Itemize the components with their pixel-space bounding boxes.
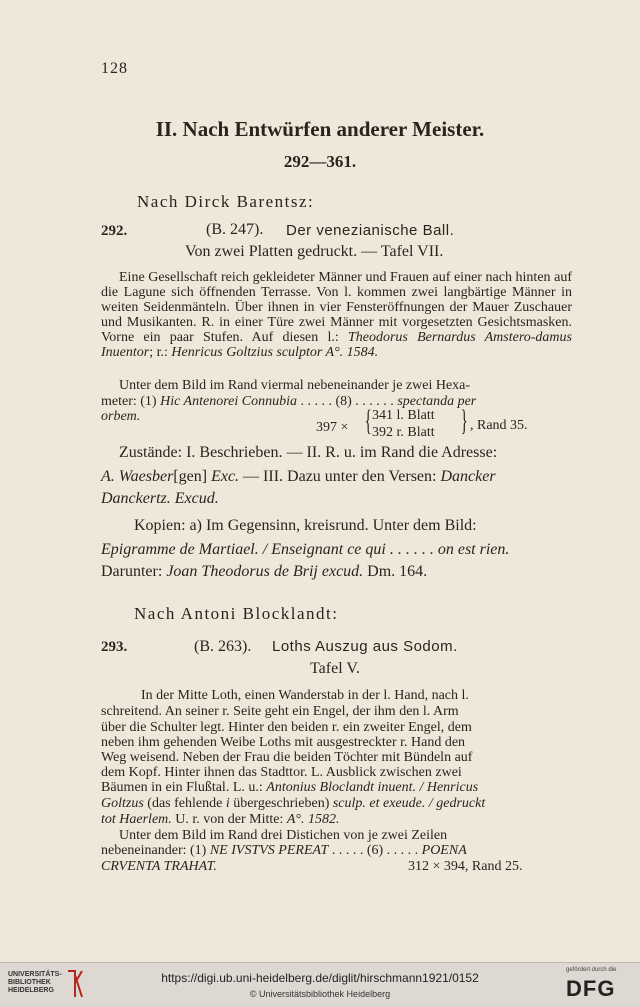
section-heading-barentsz: Nach Dirck Barentsz:	[137, 192, 315, 211]
verse-293-line	[101, 843, 467, 859]
desc-293-line-8	[101, 796, 485, 812]
copies-inscription: Epigramme de Martiael. / Enseignant ce qui . . . . . . on est rien.	[101, 541, 510, 558]
states-exc: Exc.	[211, 468, 240, 485]
states-name-a: A. Waesber	[101, 468, 174, 485]
entry-subtitle: Von zwei Platten gedruckt. — Tafel VII.	[185, 243, 444, 260]
desc-293-note-c: U. r. von der Mitte:	[175, 812, 284, 827]
states-name-c: Dancker	[440, 468, 496, 485]
desc-293-date: A°. 1582.	[286, 812, 340, 827]
desc-293-inscription-a: Antonius Bloclandt inuent. / Henricus	[266, 780, 479, 795]
states-bracket: [gen]	[173, 468, 208, 485]
section-heading-blocklandt: Nach Antoni Blocklandt:	[134, 604, 339, 623]
verse-intro-line: Unter dem Bild im Rand viermal nebeneinander je zwei Hexa-	[119, 378, 471, 393]
desc-293-goltzus: Goltzus	[101, 796, 144, 811]
entry-reference-293: (B. 263).	[194, 638, 252, 655]
left-brace: {	[364, 404, 372, 437]
library-logo-line-3: HEIDELBERG	[8, 987, 54, 994]
verse-293-quote-1: NE IVSTVS PEREAT	[209, 843, 329, 858]
verse-quote-1: Hic Antenorei Connubia	[160, 394, 297, 409]
desc-293-haerlem: tot Haerlem.	[101, 812, 172, 827]
copies-line-3	[101, 563, 427, 581]
description-text: Eine Gesellschaft reich gekleideter Männer und Frauen auf einer nach hinten auf die Lagune sich öffnenden Terrasse. Von l. kommen zwei langbärtige Männer in weiten Seidenmänteln. Über ihnen in vier Fensteröffnungen der Mauer Zuschauer und Musikanten. R. in einer Türe zwei Männer mit vorgesetzten Gesichtsmasken. Vorne ein paar Stufen. Auf diesen l.:	[101, 270, 572, 346]
right-brace: }	[460, 404, 468, 437]
dfg-logo: DFG	[566, 976, 616, 1001]
permalink-url[interactable]: https://digi.ub.uni-heidelberg.de/diglit/hirschmann1921/0152	[161, 971, 479, 985]
desc-293-line-5: Weg weisend. Neben der Frau die beiden Töchter mit Bündeln auf	[101, 750, 473, 765]
entry-subtitle-293: Tafel V.	[310, 660, 360, 677]
verse-ellipsis: . . . . . (8) . . . . . .	[300, 394, 394, 409]
copies-line-1: Kopien: a) Im Gegensinn, kreisrund. Unter dem Bild:	[134, 517, 477, 534]
desc-293-line-3: über die Schulter legt. Hinter den beiden r. ein zweiter Engel, dem	[101, 720, 472, 735]
inscription-label: ; r.:	[149, 345, 168, 361]
desc-293-line-6: dem Kopf. Hinter ihnen das Stadttor. L. Ausblick zwischen zwei	[101, 765, 462, 780]
states-line-3	[101, 490, 219, 508]
verse-293-start: nebeneinander: (1)	[101, 843, 207, 858]
states-excud: Danckertz. Excud.	[101, 490, 219, 507]
copies-label: Darunter:	[101, 563, 163, 580]
size-sheet-a: 341 l. Blatt	[372, 408, 435, 423]
verse-293-quote-3: CRVENTA TRAHAT.	[101, 859, 217, 874]
entry-title-293: Loths Auszug aus Sodom.	[272, 638, 458, 655]
desc-293-inscription-b: sculp. et exeude. / gedruckt	[332, 796, 486, 811]
page-number: 128	[101, 60, 128, 77]
entry-number: 292.	[101, 223, 128, 239]
states-rest: — III. Dazu unter den Versen:	[243, 468, 437, 485]
entry-reference: (B. 247).	[206, 221, 264, 238]
inscription-right: Henricus Goltzius sculptor A°. 1584.	[171, 345, 379, 361]
desc-293-line-9	[101, 812, 340, 828]
copies-size: Dm. 164.	[367, 563, 428, 580]
verse-293-quote-2: POENA	[421, 843, 467, 858]
desc-293-line-1: In der Mitte Loth, einen Wanderstab in der l. Hand, nach l.	[141, 688, 469, 703]
verse-293-ellipsis: . . . . . (6) . . . . .	[331, 843, 419, 858]
copies-line-2	[101, 541, 509, 559]
desc-293-letter-i: i	[225, 796, 230, 811]
verse-end	[101, 409, 140, 425]
desc-293-line-2: schreitend. An seiner r. Seite geht ein Engel, der ihm den l. Arm	[101, 704, 459, 719]
viewer-footer	[0, 962, 640, 1007]
inscription-left: Theodorus Bernardus Amstero-damus Inuentor	[101, 330, 572, 361]
verse-start: meter: (1)	[101, 394, 157, 409]
verse-293-intro: Unter dem Bild im Rand drei Distichen von je zwei Zeilen	[119, 828, 448, 843]
states-line-1: Zustände: I. Beschrieben. — II. R. u. im Rand die Adresse:	[119, 444, 498, 461]
desc-293-line-7-text: Bäumen in ein Flußtal. L. u.:	[101, 780, 263, 795]
desc-293-line-4: neben ihm gehenden Weibe Loths mit ausgestreckter r. Hand den	[101, 735, 466, 750]
catalog-range: 292—361.	[283, 152, 357, 171]
chapter-title: II. Nach Entwürfen anderer Meister.	[155, 117, 485, 141]
library-logo-line-1: UNIVERSITÄTS-	[8, 971, 62, 978]
funder-caption: gefördert durch die	[566, 967, 617, 973]
size-293: 312 × 394, Rand 25.	[408, 859, 523, 874]
states-line-2	[101, 468, 496, 486]
verse-quote-3: orbem.	[101, 409, 141, 424]
verse-293-end	[101, 859, 217, 875]
size-prefix: 397 ×	[316, 420, 349, 435]
size-sheet-b: 392 r. Blatt	[372, 425, 435, 440]
copies-publisher: Joan Theodorus de Brij excud.	[166, 563, 364, 580]
library-logo-line-2: BIBLIOTHEK	[8, 979, 51, 986]
size-margin: , Rand 35.	[470, 418, 528, 433]
desc-293-line-7	[101, 780, 478, 796]
entry-title: Der venezianische Ball.	[286, 222, 455, 239]
entry-description	[101, 270, 572, 361]
desc-293-note-a: (das fehlende	[147, 796, 223, 811]
verse-quote-2: spectanda per	[397, 394, 477, 409]
desc-293-note-b: übergeschrieben)	[233, 796, 330, 811]
entry-number-293: 293.	[101, 639, 128, 655]
copyright-notice: © Universitätsbibliothek Heidelberg	[249, 989, 391, 999]
